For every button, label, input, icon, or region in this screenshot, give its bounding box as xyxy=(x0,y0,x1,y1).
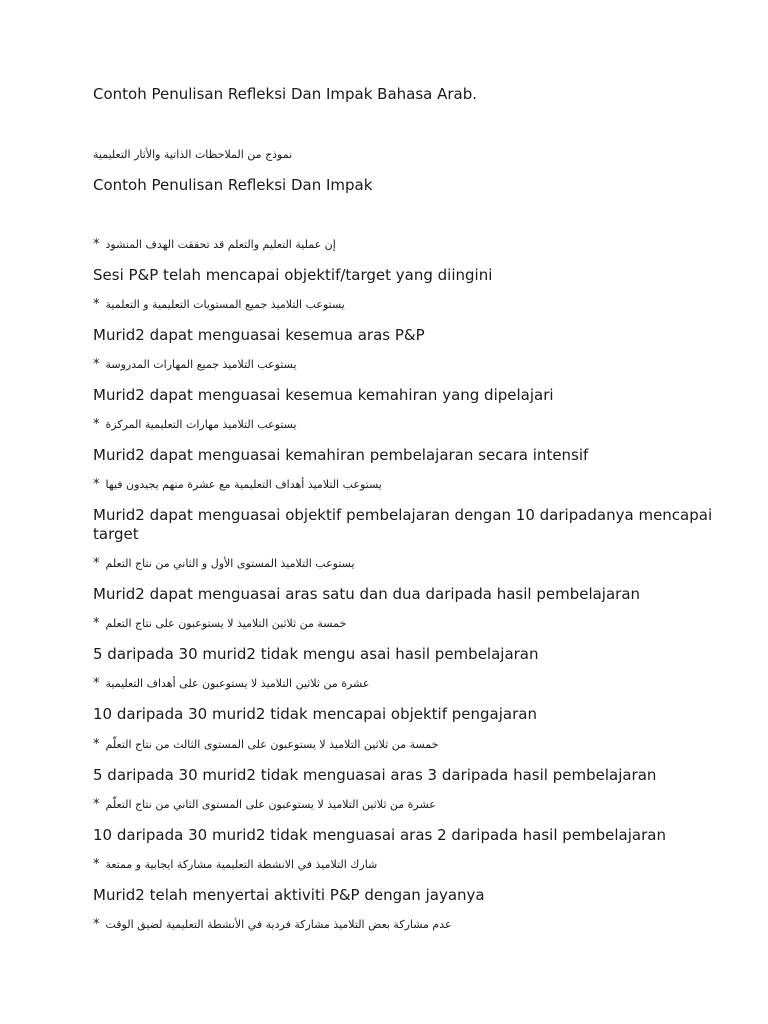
malay-line: 5 daripada 30 murid2 tidak menguasai aras 3 daripada hasil pembelajaran xyxy=(93,766,657,784)
arabic-line: يستوعب التلاميذ مهارات التعليمية المركزة xyxy=(105,417,297,431)
document-subtitle: Contoh Penulisan Refleksi Dan Impak xyxy=(93,176,373,194)
bullet-star: * xyxy=(93,296,100,312)
arabic-line: شارك التلاميذ في الانشطة التعليمية مشاركة ايجابية و ممتعة xyxy=(105,857,378,871)
bullet-star: * xyxy=(93,555,100,571)
list-item xyxy=(93,236,713,285)
arabic-line: يستوعب التلاميذ المستوى الأول و الثاني من نتاج التعلم xyxy=(105,556,355,570)
arabic-line: خمسة من ثلاثين التلاميذ لا يستوعبون على نتاج التعلم xyxy=(105,616,347,630)
list-item xyxy=(93,416,713,465)
malay-line: Murid2 dapat menguasai kesemua kemahiran yang dipelajari xyxy=(93,386,554,404)
bullet-star: * xyxy=(93,615,100,631)
list-item xyxy=(93,796,713,845)
arabic-line: يستوعب التلاميذ أهداف التعليمية مع عشرة منهم يجيدون فيها xyxy=(105,477,382,491)
list-item xyxy=(93,916,713,932)
arabic-line: إن عملية التعليم والتعلم قد تحققت الهدف المنشود xyxy=(105,237,336,251)
bullet-star: * xyxy=(93,416,100,432)
bullet-star: * xyxy=(93,736,100,752)
list-item xyxy=(93,356,713,405)
list-item xyxy=(93,296,713,345)
malay-line: Murid2 telah menyertai aktiviti P&P dengan jayanya xyxy=(93,886,485,904)
arabic-line: عشرة من ثلاثين التلاميذ لا يستوعبون على أهداف التعليمية xyxy=(105,676,370,690)
bullet-star: * xyxy=(93,916,100,932)
malay-line: 10 daripada 30 murid2 tidak mencapai objektif pengajaran xyxy=(93,705,537,723)
malay-line: Murid2 dapat menguasai objektif pembelajaran dengan 10 daripadanya mencapai target xyxy=(93,506,713,543)
bullet-star: * xyxy=(93,236,100,252)
arabic-line: عشرة من ثلاثين التلاميذ لا يستوعبون على المستوى الثاني من نتاج التعلّم xyxy=(105,797,436,811)
arabic-line: عدم مشاركة بعض التلاميذ مشاركة فردية في الأنشطة التعليمية لضيق الوقت xyxy=(105,917,452,931)
list-item xyxy=(93,476,713,544)
malay-line: Murid2 dapat menguasai aras satu dan dua daripada hasil pembelajaran xyxy=(93,585,641,603)
malay-line: Murid2 dapat menguasai kemahiran pembelajaran secara intensif xyxy=(93,446,589,464)
bullet-star: * xyxy=(93,675,100,691)
list-item xyxy=(93,675,713,724)
list-item xyxy=(93,736,713,785)
bullet-star: * xyxy=(93,476,100,492)
document-title: Contoh Penulisan Refleksi Dan Impak Bahasa Arab. xyxy=(93,85,478,103)
list-item xyxy=(93,615,713,664)
bullet-star: * xyxy=(93,796,100,812)
arabic-line: يستوعب التلاميذ جميع المهارات المدروسة xyxy=(105,357,297,371)
bullet-star: * xyxy=(93,856,100,872)
malay-line: Murid2 dapat menguasai kesemua aras P&P xyxy=(93,326,425,344)
list-item xyxy=(93,555,713,604)
malay-line: 10 daripada 30 murid2 tidak menguasai aras 2 daripada hasil pembelajaran xyxy=(93,826,666,844)
arabic-heading: نموذج من الملاحظات الذاتية والأثار التعليمية xyxy=(93,148,293,161)
malay-line: 5 daripada 30 murid2 tidak mengu asai hasil pembelajaran xyxy=(93,645,539,663)
list-item xyxy=(93,856,713,905)
arabic-line: يستوعب التلاميذ جميع المستويات التعليمية و التعلمية xyxy=(105,297,345,311)
malay-line: Sesi P&P telah mencapai objektif/target yang diingini xyxy=(93,266,493,284)
bullet-star: * xyxy=(93,356,100,372)
arabic-line: خمسة من ثلاثين التلاميذ لا يستوعبون على المستوى الثالث من نتاج التعلّم xyxy=(105,737,439,751)
